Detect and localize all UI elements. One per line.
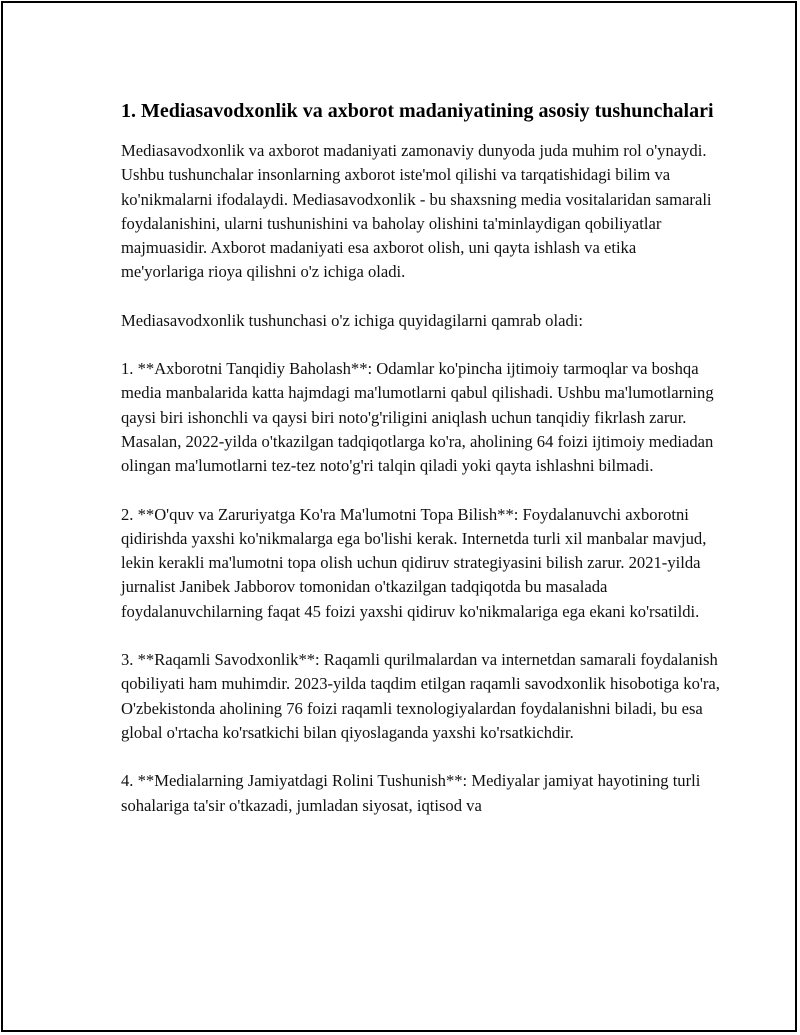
list-item-digital-literacy: 3. **Raqamli Savodxonlik**: Raqamli qurilmalardan va internetdan samarali foydalanish qobiliyati ham muhimdir. 2023-yilda taqdim etilgan raqamli savodxonlik hisobotiga ko'ra, O'zbekistonda aholining 76 foizi raqamli texnologiyalardan foydalanishni biladi, bu esa global o'rtacha ko'rsatkichi bilan qiyoslaganda yaxshi ko'rsatkichdir. (121, 650, 720, 742)
intro-paragraph: Mediasavodxonlik va axborot madaniyati zamonaviy dunyoda juda muhim rol o'ynaydi. Ushbu tushunchalar insonlarning axborot iste'mol qilishi va tarqatishidagi bilim va ko'nikmalarni ifodalaydi. Mediasavodxonlik - bu shaxsning media vositalaridan samarali foydalanishini, ularni tushunishini va baholay olishini ta'minlaydigan qobiliyatlar majmuasidir. Axborot madaniyati esa axborot olish, uni qayta ishlash va etika me'yorlariga rioya qilishni o'z ichiga oladi. (121, 141, 712, 282)
section-heading: 1. Mediasavodxonlik va axborot madaniyatining asosiy tushunchalari (121, 100, 714, 122)
list-item-finding-information: 2. **O'quv va Zaruriyatga Ko'ra Ma'lumotni Topa Bilish**: Foydalanuvchi axborotni qidirishda yaxshi ko'nikmalarga ega bo'lishi kerak. Internetda turli xil manbalar mavjud, lekin kerakli ma'lumotni topa olish uchun qidiruv strategiyasini bilish zarur. 2021-yilda jurnalist Janibek Jabborov tomonidan o'tkazilgan tadqiqotda bu masalada foydalanuvchilarning faqat 45 foizi yaxshi qidiruv ko'nikmalariga ega ekani ko'rsatildi. (121, 504, 707, 621)
document-body (121, 97, 721, 842)
list-intro-paragraph: Mediasavodxonlik tushunchasi o'z ichiga quyidagilarni qamrab oladi: (121, 310, 583, 330)
page-frame (1, 1, 797, 1032)
list-item-media-role: 4. **Medialarning Jamiyatdagi Rolini Tushunish**: Mediyalar jamiyat hayotining turli sohalariga ta'sir o'tkazadi, jumladan siyosat, iqtisod va (121, 771, 701, 815)
list-item-critical-evaluation: 1. **Axborotni Tanqidiy Baholash**: Odamlar ko'pincha ijtimoiy tarmoqlar va boshqa media manbalarida katta hajmdagi ma'lumotlarni qabul qilishadi. Ushbu ma'lumotlarning qaysi biri ishonchli va qaysi biri noto'g'riligini aniqlash uchun tanqidiy fikrlash zarur. Masalan, 2022-yilda o'tkazilgan tadqiqotlarga ko'ra, aholining 64 foizi ijtimoiy mediadan olingan ma'lumotlarni tez-tez noto'g'ri talqin qiladi yoki qayta ishlashni bilmadi. (121, 359, 714, 476)
